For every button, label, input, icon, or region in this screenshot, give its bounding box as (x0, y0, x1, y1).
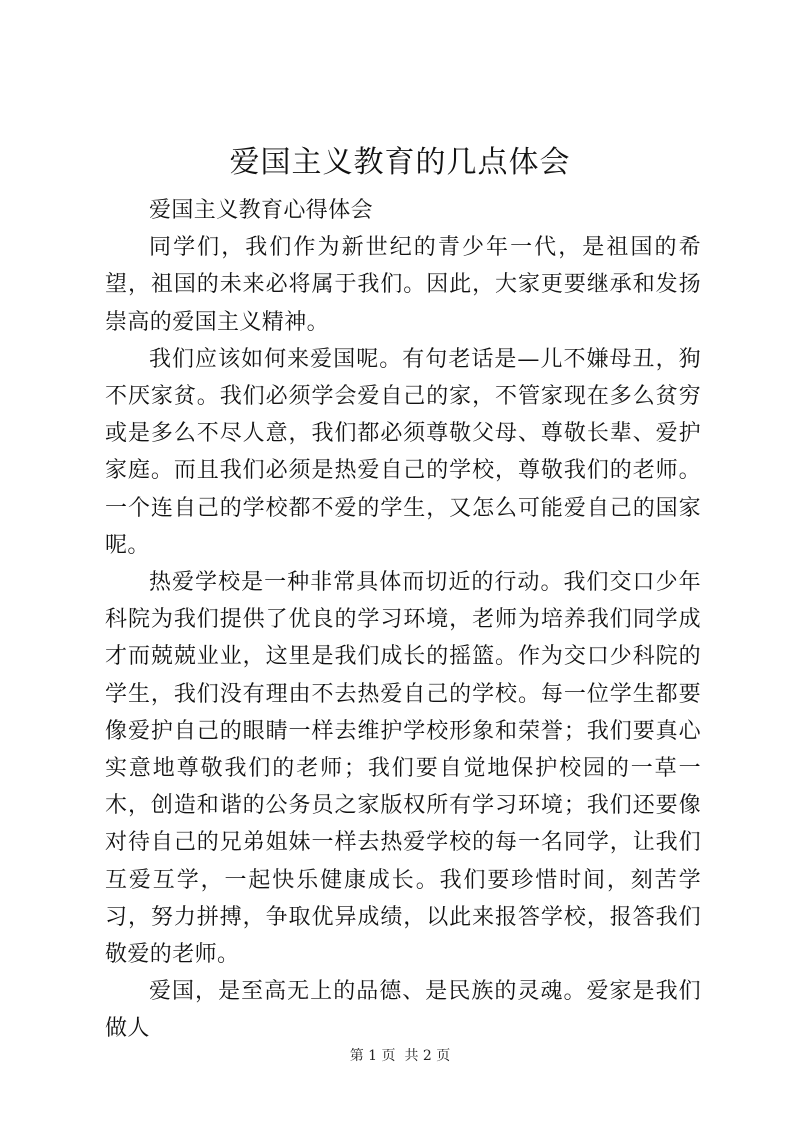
page-footer (0, 1046, 800, 1066)
page-number-label: 第 1 页 共 2 页 (349, 1048, 451, 1064)
body-paragraph: 热爱学校是一种非常具体而切近的行动。我们交口少年科院为我们提供了优良的学习环境，老师为培养我们同学成才而兢兢业业，这里是我们成长的摇篮。作为交口少科院的学生，我们没有理由不去热爱自己的学校。每一位学生都要像爱护自己的眼睛一样去维护学校形象和荣誉；我们要真心实意地尊敬我们的老师；我们要自觉地保护校园的一草一木，创造和谐的公务员之家版权所有学习环境；我们还要像对待自己的兄弟姐妹一样去热爱学校的每一名同学，让我们互爱互学，一起快乐健康成长。我们要珍惜时间，刻苦学习，努力拼搏，争取优异成绩，以此来报答学校，报答我们敬爱的老师。 (105, 570, 701, 968)
document-body (105, 192, 701, 1048)
body-paragraph: 爱国，是至高无上的品德、是民族的灵魂。爱家是我们做人 (105, 979, 701, 1042)
body-paragraph: 同学们，我们作为新世纪的青少年一代，是祖国的希望，祖国的未来必将属于我们。因此，大家更要继承和发扬崇高的爱国主义精神。 (105, 235, 701, 335)
subtitle-paragraph: 爱国主义教育心得体会 (149, 198, 374, 223)
body-paragraph: 我们应该如何来爱国呢。有句老话是—儿不嫌母丑，狗不厌家贫。我们必须学会爱自己的家，不管家现在多么贫穷或是多么不尽人意，我们都必须尊敬父母、尊敬长辈、爱护家庭。而且我们必须是热爱自己的学校，尊敬我们的老师。一个连自己的学校都不爱的学生，又怎么可能爱自己的国家呢。 (105, 346, 701, 558)
document-title: 爱国主义教育的几点体会 (229, 145, 571, 180)
